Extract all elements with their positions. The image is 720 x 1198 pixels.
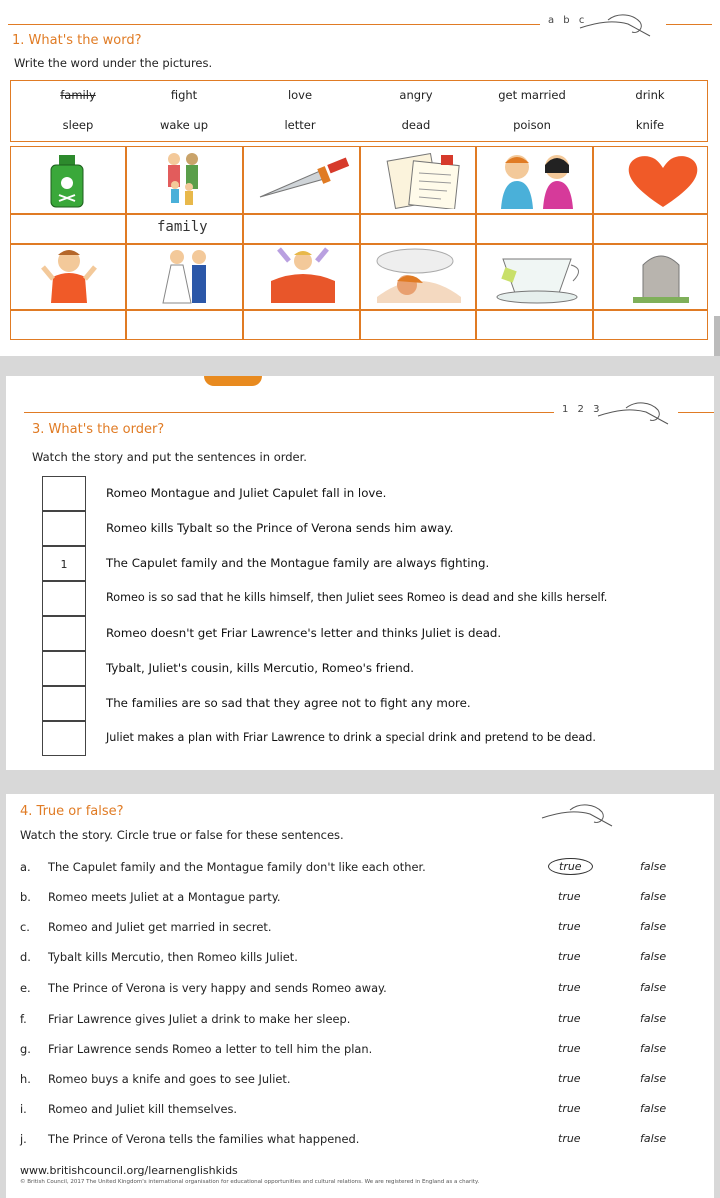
- tf-row: [20, 890, 700, 910]
- order-input[interactable]: 1: [42, 546, 86, 581]
- tf-statement: Friar Lawrence sends Romeo a letter to tell him the plan.: [48, 1042, 373, 1056]
- example-answer: family: [157, 219, 208, 235]
- tf-statement: Tybalt kills Mercutio, then Romeo kills Juliet.: [48, 950, 298, 964]
- tf-letter: a.: [20, 860, 31, 874]
- tf-statement: Romeo and Juliet get married in secret.: [48, 920, 272, 934]
- decoration: [204, 376, 262, 386]
- writing-hand-icon: [578, 10, 658, 44]
- tf-letter: f.: [20, 1012, 27, 1026]
- tf-row: [20, 1132, 700, 1152]
- order-sentence: The Capulet family and the Montague family are always fighting.: [106, 556, 490, 570]
- tf-statement: The Prince of Verona is very happy and sends Romeo away.: [48, 981, 387, 995]
- abc-label: a b c: [548, 15, 588, 26]
- order-sentence: Juliet makes a plan with Friar Lawrence to drink a special drink and pretend to be dead.: [106, 731, 596, 744]
- word-bank-item: family: [60, 88, 96, 102]
- tf-row: [20, 1042, 700, 1062]
- word-bank-item: letter: [284, 118, 316, 132]
- tf-statement: Romeo and Juliet kill themselves.: [48, 1102, 238, 1116]
- section-whats-the-order: [6, 376, 714, 770]
- order-input[interactable]: [42, 476, 86, 511]
- tf-letter: i.: [20, 1102, 27, 1116]
- word-bank-item: get married: [498, 88, 566, 102]
- tf-statement: Romeo buys a knife and goes to see Juliet.: [48, 1072, 291, 1086]
- letter-icon: [381, 153, 465, 209]
- section-rule-right: [666, 24, 712, 25]
- true-option[interactable]: true: [558, 981, 581, 994]
- poison-bottle-icon: [47, 153, 87, 209]
- footer-url[interactable]: www.britishcouncil.org/learnenglishkids: [20, 1164, 238, 1177]
- tf-row: [20, 981, 700, 1001]
- true-option[interactable]: true: [548, 858, 593, 875]
- tf-letter: d.: [20, 950, 31, 964]
- page-edge: [714, 316, 720, 356]
- word-bank-item: wake up: [159, 118, 209, 132]
- section-whats-the-word: [0, 0, 720, 356]
- tf-statement: The Prince of Verona tells the families what happened.: [48, 1132, 360, 1146]
- tf-row: [20, 1072, 700, 1092]
- footer-copyright: © British Council, 2017 The United Kingdom's international organisation for educational opportunities and cultural relations. We are registered in England as a charity.: [20, 1179, 480, 1185]
- section-rule: [8, 24, 540, 25]
- false-option[interactable]: false: [640, 890, 667, 903]
- true-option[interactable]: true: [558, 1012, 581, 1025]
- word-bank: [10, 80, 708, 142]
- true-option[interactable]: true: [558, 1072, 581, 1085]
- picture-grid: [10, 146, 708, 340]
- section-title: 1. What's the word?: [12, 33, 142, 48]
- false-option[interactable]: false: [640, 1012, 667, 1025]
- drink-cup-icon: [495, 247, 585, 305]
- tf-row: [20, 950, 700, 970]
- order-input[interactable]: [42, 616, 86, 651]
- true-option[interactable]: true: [558, 890, 581, 903]
- section-title: 3. What's the order?: [32, 422, 165, 437]
- section-title: 4. True or false?: [20, 804, 124, 819]
- false-option[interactable]: false: [640, 1042, 667, 1055]
- tf-letter: g.: [20, 1042, 31, 1056]
- false-option[interactable]: false: [640, 860, 667, 873]
- tf-row: [20, 920, 700, 940]
- false-option[interactable]: false: [640, 920, 667, 933]
- false-option[interactable]: false: [640, 1132, 667, 1145]
- order-input[interactable]: [42, 721, 86, 756]
- order-input[interactable]: [42, 581, 86, 616]
- word-bank-item: angry: [399, 88, 433, 102]
- order-sentence: The families are so sad that they agree not to fight any more.: [106, 696, 471, 710]
- tf-statement: Friar Lawrence gives Juliet a drink to make her sleep.: [48, 1012, 351, 1026]
- word-bank-item: drink: [635, 88, 665, 102]
- word-bank-item: dead: [401, 118, 431, 132]
- tf-statement: Romeo meets Juliet at a Montague party.: [48, 890, 281, 904]
- angry-people-icon: [493, 151, 585, 211]
- tf-statement: The Capulet family and the Montague family don't like each other.: [48, 860, 426, 874]
- order-sentence: Romeo doesn't get Friar Lawrence's letter and thinks Juliet is dead.: [106, 626, 502, 640]
- true-option[interactable]: true: [558, 1042, 581, 1055]
- section-true-or-false: [6, 794, 714, 1198]
- false-option[interactable]: false: [640, 981, 667, 994]
- section-instruction: Write the word under the pictures.: [14, 56, 213, 70]
- tf-row: [20, 1102, 700, 1122]
- word-bank-item: knife: [635, 118, 665, 132]
- writing-hand-icon: [540, 800, 620, 834]
- word-bank-item: love: [287, 88, 313, 102]
- gravestone-icon: [629, 247, 693, 305]
- true-option[interactable]: true: [558, 1132, 581, 1145]
- wake-up-icon: [267, 247, 339, 305]
- order-sentence: Tybalt, Juliet's cousin, kills Mercutio, Romeo's friend.: [106, 661, 414, 675]
- tf-letter: e.: [20, 981, 31, 995]
- order-input[interactable]: [42, 651, 86, 686]
- tf-row: [20, 860, 700, 880]
- true-option[interactable]: true: [558, 920, 581, 933]
- true-option[interactable]: true: [558, 950, 581, 963]
- word-bank-item: sleep: [62, 118, 94, 132]
- order-sentence: Romeo kills Tybalt so the Prince of Verona sends him away.: [106, 521, 454, 535]
- section-rule: [24, 412, 554, 413]
- section-instruction: Watch the story. Circle true or false for these sentences.: [20, 828, 344, 842]
- section-instruction: Watch the story and put the sentences in order.: [32, 450, 307, 464]
- boy-icon: [41, 247, 97, 305]
- knife-icon: [256, 157, 352, 203]
- tf-letter: j.: [20, 1132, 27, 1146]
- word-bank-item: fight: [170, 88, 198, 102]
- true-option[interactable]: true: [558, 1102, 581, 1115]
- numbers-label: 1 2 3: [562, 404, 603, 415]
- order-input[interactable]: [42, 686, 86, 721]
- family-icon: [161, 151, 205, 211]
- tf-letter: b.: [20, 890, 31, 904]
- heart-icon: [625, 153, 701, 209]
- false-option[interactable]: false: [640, 950, 667, 963]
- writing-hand-icon: [596, 398, 676, 432]
- married-couple-icon: [159, 247, 215, 305]
- sleep-icon: [371, 247, 467, 305]
- tf-letter: h.: [20, 1072, 31, 1086]
- order-sentence: Romeo is so sad that he kills himself, then Juliet sees Romeo is dead and she kills herself.: [106, 591, 608, 604]
- tf-row: [20, 1012, 700, 1032]
- false-option[interactable]: false: [640, 1102, 667, 1115]
- tf-letter: c.: [20, 920, 30, 934]
- order-input[interactable]: [42, 511, 86, 546]
- false-option[interactable]: false: [640, 1072, 667, 1085]
- word-bank-item: poison: [513, 118, 551, 132]
- order-sentence: Romeo Montague and Juliet Capulet fall in love.: [106, 486, 387, 500]
- section-rule-right: [678, 412, 714, 413]
